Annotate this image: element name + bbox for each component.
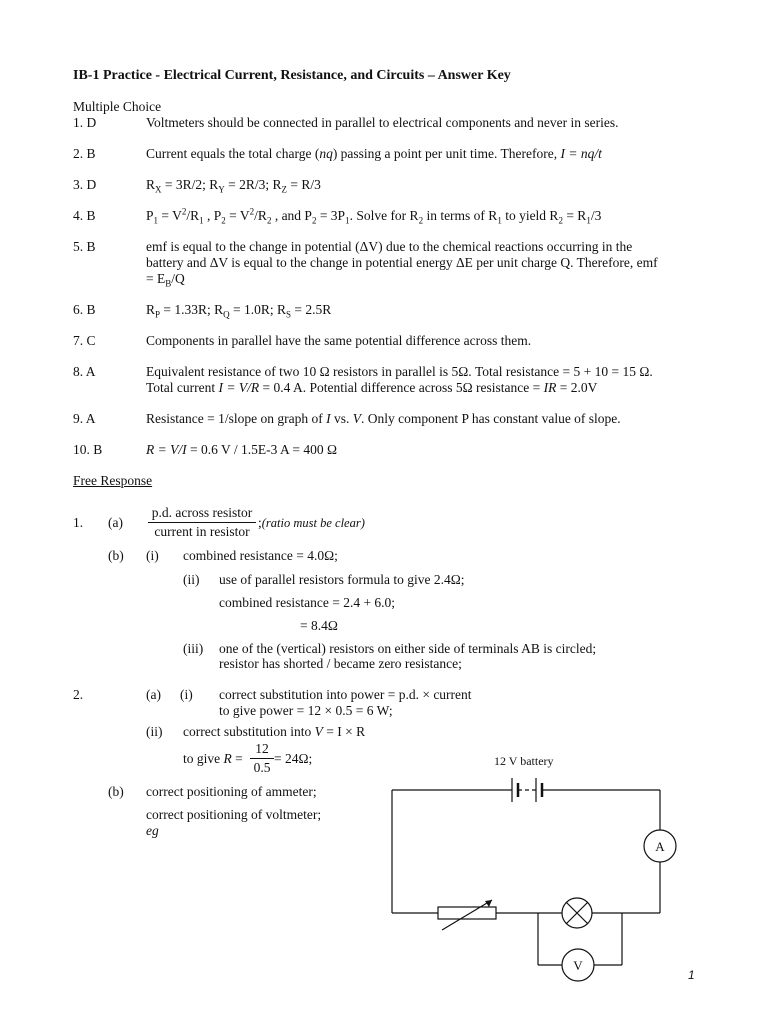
- mc-answer-line: Total current I = V/R = 0.4 A. Potential difference across 5Ω resistance = IR = 2.0V: [146, 380, 598, 395]
- lamp-icon: [562, 898, 592, 928]
- fr-answer: correct substitution into V = I × R: [183, 724, 366, 739]
- mc-number: 2. B: [73, 146, 96, 161]
- ammeter-icon: [644, 830, 676, 862]
- fraction-denominator: current in resistor: [154, 524, 250, 539]
- mc-answer-line: emf is equal to the change in potential (ΔV) due to the chemical reactions occurring in the: [146, 239, 633, 254]
- fr-subpart-label: (ii): [146, 724, 163, 739]
- fr-part-label: (a): [108, 515, 123, 530]
- mc-number: 4. B: [73, 208, 96, 223]
- mc-answer: $R_X = 3R/2$; $R_Y = 2R/3$; $R_Z = R/3$: [146, 177, 321, 195]
- battery-icon: [512, 778, 542, 802]
- voltmeter-icon: [562, 949, 594, 981]
- mc-number: 5. B: [73, 239, 96, 254]
- mc-answer-line: Equivalent resistance of two 10 Ω resistors in parallel is 5Ω. Total resistance = 5 + 10 = 15 Ω.: [146, 364, 653, 379]
- mc-answer: Voltmeters should be connected in parallel to electrical components and never in series.: [146, 115, 619, 130]
- page-number: 1: [688, 968, 695, 982]
- fr-answer: to give R =: [183, 751, 243, 766]
- mc-answer: Resistance = 1/slope on graph of I vs. V. Only component P has constant value of slope.: [146, 411, 621, 426]
- fr-subpart-label: (i): [146, 548, 159, 563]
- fr-number: 2.: [73, 687, 84, 702]
- fr-part-label: (a): [146, 687, 161, 702]
- fr-answer: to give power = 12 × 0.5 = 6 W;: [219, 703, 393, 718]
- mc-answer: $P_1 = V^2/R_1$ , $P_2 = V^2/R_2$ , and $P_2 = 3P_1$. Solve for $R_2$ in terms of $R_1$ to yield $R_2 = R_1/3$: [146, 206, 602, 226]
- fr-part-label: (b): [108, 784, 124, 799]
- ratio-note: ;(ratio must be clear): [258, 515, 365, 530]
- page-title: IB-1 Practice - Electrical Current, Resistance, and Circuits – Answer Key: [73, 68, 511, 83]
- mc-number: 1. D: [73, 115, 97, 130]
- ammeter-label: A: [655, 839, 665, 854]
- fr-subpart-label: (i): [180, 687, 193, 702]
- mc-answer: Components in parallel have the same potential difference across them.: [146, 333, 532, 348]
- fr-answer: combined resistance = 4.0Ω;: [183, 548, 338, 563]
- fr-answer: use of parallel resistors formula to give 2.4Ω;: [219, 572, 465, 587]
- voltmeter-label: V: [573, 958, 583, 973]
- mc-number: 6. B: [73, 302, 96, 317]
- ratio-fraction: [148, 505, 256, 540]
- fr-heading: Free Response: [73, 473, 153, 488]
- fr-subpart-label: (iii): [183, 641, 204, 656]
- fraction-bar: [250, 758, 274, 759]
- fr-number: 1.: [73, 515, 84, 530]
- mc-number: 8. A: [73, 364, 96, 379]
- fraction-bar: [148, 522, 256, 523]
- mc-number: 7. C: [73, 333, 96, 348]
- fr-answer: combined resistance = 2.4 + 6.0;: [219, 595, 396, 610]
- fr-answer: correct positioning of voltmeter;: [146, 807, 322, 822]
- mc-answer: $R_P = 1.33R$; $R_Q = 1.0R$; $R_S = 2.5R$: [146, 302, 332, 320]
- mc-number: 3. D: [73, 177, 97, 192]
- battery-label: 12 V battery: [494, 754, 554, 768]
- mc-number: 10. B: [73, 442, 103, 457]
- fraction-numerator: p.d. across resistor: [151, 505, 253, 520]
- resistance-fraction: [250, 741, 274, 776]
- mc-answer-line: battery and ΔV is equal to the change in potential energy ΔE per unit charge Q. Therefore, emf: [146, 255, 658, 270]
- mc-heading: Multiple Choice: [73, 99, 162, 114]
- mc-answer: Current equals the total charge (nq) passing a point per unit time. Therefore, I = nq/t: [146, 146, 602, 161]
- mc-number: 9. A: [73, 411, 96, 426]
- fr-answer: one of the (vertical) resistors on either side of terminals AB is circled;: [219, 641, 597, 656]
- fr-answer: resistor has shorted / became zero resistance;: [219, 656, 462, 671]
- fr-answer: eg: [146, 823, 159, 838]
- fr-subpart-label: (ii): [183, 572, 200, 587]
- mc-answer: R = V/I = 0.6 V / 1.5E-3 A = 400 Ω: [146, 442, 338, 457]
- fraction-numerator: 12: [255, 741, 269, 756]
- fr-answer: = 24Ω;: [274, 751, 313, 766]
- variable-resistor-icon: [438, 900, 496, 930]
- circuit-diagram: [380, 745, 700, 985]
- fr-answer: = 8.4Ω: [300, 618, 338, 633]
- fraction-denominator: 0.5: [253, 760, 271, 775]
- fr-part-label: (b): [108, 548, 124, 563]
- fr-answer: correct positioning of ammeter;: [146, 784, 317, 799]
- mc-answer-line: = $E_B/Q$: [146, 271, 185, 289]
- fr-answer: correct substitution into power = p.d. × current: [219, 687, 472, 702]
